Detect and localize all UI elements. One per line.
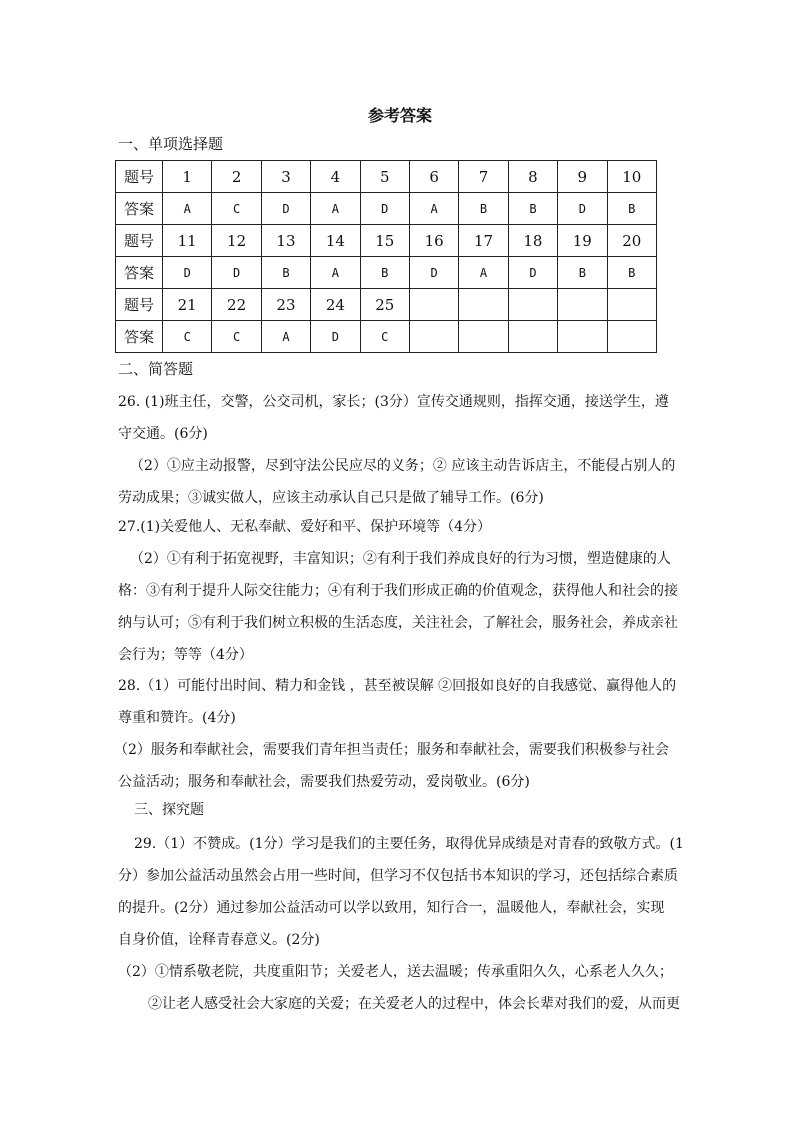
row-label-question: 题号 [116,161,163,193]
question-number-cell: 16 [409,225,458,257]
question-number-cell: 19 [558,225,607,257]
question-number-cell: 21 [163,289,212,321]
q27-line: 27.(1)关爱他人、无私奉献、爱好和平、保护环境等（4分） [118,519,492,535]
question-number-row [116,289,657,321]
answer-row [116,257,657,289]
question-26 [118,386,684,514]
q29-line: 的提升。(2分）通过参加公益活动可以学以致用，知行合一，温暖他人，奉献社会，实现 [118,900,665,916]
question-number-cell: 6 [409,161,458,193]
section-heading-inquiry: 三、探究题 [134,802,204,818]
question-number-row [116,225,657,257]
answer-cell: A [163,193,212,225]
q29-line: 分）参加公益活动虽然会占用一些时间，但学习不仅包括书本知识的学习，还包括综合素质 [118,868,678,884]
question-number-cell [459,289,508,321]
answer-cell: D [212,257,261,289]
answer-cell: D [558,193,607,225]
answer-cell: B [607,257,656,289]
question-number-cell: 15 [360,225,409,257]
question-number-cell: 1 [163,161,212,193]
q26-line: （2）①应主动报警，尽到守法公民应尽的义务；② 应该主动告诉店主，不能侵占别人的 [130,458,676,474]
answer-cell: A [311,257,360,289]
question-number-cell: 9 [558,161,607,193]
question-number-cell: 20 [607,225,656,257]
q28-line: 28.（1）可能付出时间、精力和金钱 ，甚至被误解 ②回报如良好的自我感觉、赢得他人的 [118,678,677,694]
q29-line: （2）①情系敬老院，共度重阳节；关爱老人，送去温暖；传承重阳久久，心系老人久久； [118,964,673,980]
q26-line: 劳动成果；③诚实做人，应该主动承认自己只是做了辅导工作。(6分) [118,490,544,506]
page-title: 参考答案 [367,106,432,125]
row-label-answer: 答案 [116,257,163,289]
question-number-cell: 11 [163,225,212,257]
answer-cell [558,321,607,353]
question-number-cell [607,289,656,321]
answer-cell [459,321,508,353]
q27-line: 会行为；等等（4分） [118,647,253,663]
q27-line: 格：③有利于提升人际交往能力；④有利于我们形成正确的价值观念，获得他人和社会的接 [118,583,678,599]
answer-cell: D [409,257,458,289]
question-number-cell: 18 [508,225,557,257]
answer-row [116,321,657,353]
answer-cell: D [261,193,310,225]
q28-line: 尊重和赞许。(4分) [118,710,236,726]
answer-cell: A [311,193,360,225]
question-number-cell: 12 [212,225,261,257]
section-heading-short-answer: 二、简答题 [118,360,194,378]
row-label-answer: 答案 [116,193,163,225]
question-number-cell: 2 [212,161,261,193]
answer-cell: C [360,321,409,353]
answer-cell: A [459,257,508,289]
q28-line: 公益活动；服务和奉献社会，需要我们热爱劳动，爱岗敬业。(6分) [118,774,530,790]
q26-line: 守交通。(6分) [118,426,208,442]
section-heading-choice: 一、单项选择题 [118,135,224,153]
q29-line: 自身价值，诠释青春意义。(2分) [118,932,320,948]
question-number-cell [558,289,607,321]
answer-cell: D [360,193,409,225]
answer-cell: B [607,193,656,225]
row-label-answer: 答案 [116,321,163,353]
answer-cell: A [409,193,458,225]
question-number-cell: 14 [311,225,360,257]
answer-cell [607,321,656,353]
question-number-cell: 4 [311,161,360,193]
question-number-cell: 13 [261,225,310,257]
question-number-cell: 5 [360,161,409,193]
question-28 [114,670,684,798]
row-label-question: 题号 [116,225,163,257]
answer-cell [508,321,557,353]
answer-cell [409,321,458,353]
question-number-cell [409,289,458,321]
q26-line: 26. (1)班主任，交警，公交司机，家长；(3分）宣传交通规则，指挥交通，接送学生，遵 [118,394,669,410]
question-number-cell: 7 [459,161,508,193]
answer-cell: A [261,321,310,353]
question-number-cell [508,289,557,321]
answer-cell: C [163,321,212,353]
q29-line: 29.（1）不赞成。(1分）学习是我们的主要任务，取得优异成绩是对青春的致敬方式。(1 [134,836,684,852]
answer-cell: B [508,193,557,225]
question-number-row [116,161,657,193]
question-number-cell: 17 [459,225,508,257]
question-number-cell: 25 [360,289,409,321]
answer-cell: D [163,257,212,289]
question-29 [118,828,684,1020]
q27-line: （2）①有利于拓宽视野，丰富知识；②有利于我们养成良好的行为习惯，塑造健康的人 [130,551,671,567]
answer-row [116,193,657,225]
question-number-cell: 24 [311,289,360,321]
q28-line: （2）服务和奉献社会，需要我们青年担当责任；服务和奉献社会，需要我们积极参与社会 [114,742,669,758]
question-number-cell: 8 [508,161,557,193]
answer-cell: B [261,257,310,289]
answer-cell: B [360,257,409,289]
answer-cell: B [459,193,508,225]
row-label-question: 题号 [116,289,163,321]
q27-line: 纳与认可；⑤有利于我们树立积极的生活态度，关注社会，了解社会，服务社会，养成亲社 [118,615,678,631]
question-number-cell: 3 [261,161,310,193]
answer-cell: B [558,257,607,289]
question-number-cell: 10 [607,161,656,193]
answer-cell: D [311,321,360,353]
question-number-cell: 23 [261,289,310,321]
q29-line: ②让老人感受社会大家庭的关爱；在关爱老人的过程中，体会长辈对我们的爱，从而更 [148,996,680,1012]
question-27 [118,511,684,671]
answer-cell: C [212,193,261,225]
answer-cell: D [508,257,557,289]
question-number-cell: 22 [212,289,261,321]
answer-cell: C [212,321,261,353]
answer-table [115,160,657,353]
